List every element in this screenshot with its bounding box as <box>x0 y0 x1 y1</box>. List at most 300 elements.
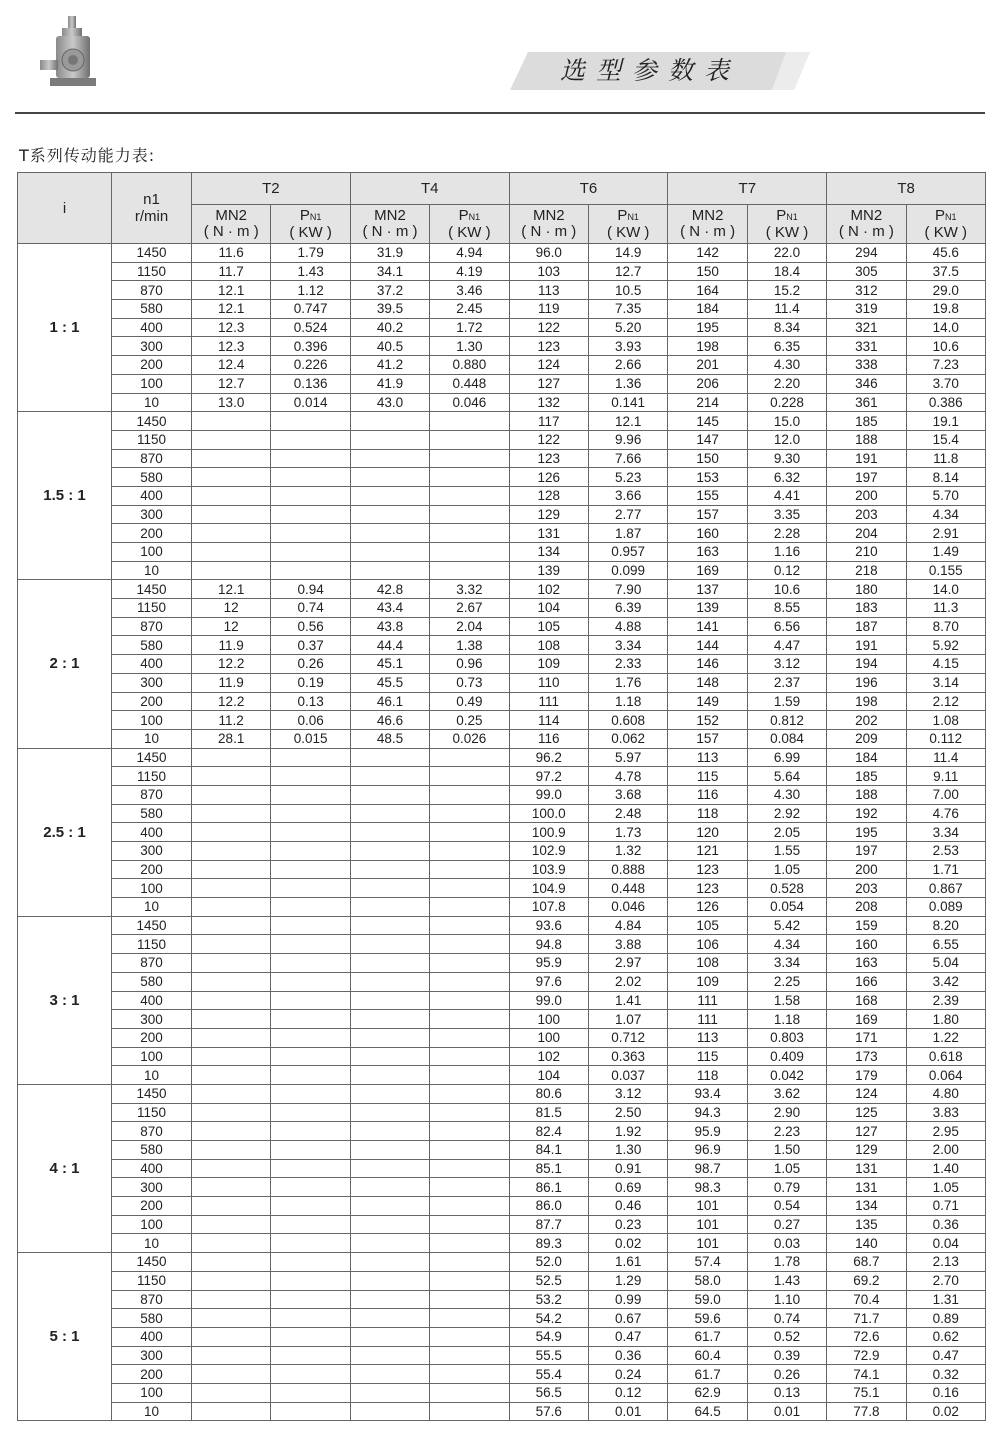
value-cell: 4.41 <box>747 486 826 505</box>
value-cell <box>192 412 271 431</box>
value-cell: 7.35 <box>588 300 667 319</box>
value-cell: 1.72 <box>430 318 509 337</box>
value-cell: 1.87 <box>588 524 667 543</box>
table-row <box>18 318 986 337</box>
speed-cell: 1450 <box>112 748 192 767</box>
value-cell: 131 <box>827 1178 906 1197</box>
value-cell: 5.23 <box>588 468 667 487</box>
value-cell <box>271 1066 350 1085</box>
value-cell: 157 <box>668 505 747 524</box>
value-cell: 169 <box>827 1010 906 1029</box>
value-cell <box>271 823 350 842</box>
value-cell <box>350 1103 429 1122</box>
value-cell: 0.528 <box>747 879 826 898</box>
table-row <box>18 729 986 748</box>
value-cell: 149 <box>668 692 747 711</box>
value-cell <box>350 842 429 861</box>
ratio-cell: 2 : 1 <box>18 580 112 748</box>
speed-cell: 580 <box>112 468 192 487</box>
page-title: 选型参数表 <box>560 56 741 85</box>
value-cell: 0.47 <box>588 1327 667 1346</box>
value-cell: 54.9 <box>509 1327 588 1346</box>
value-cell <box>430 1178 509 1197</box>
value-cell: 160 <box>827 935 906 954</box>
value-cell: 43.4 <box>350 599 429 618</box>
value-cell <box>430 1327 509 1346</box>
value-cell: 1.80 <box>906 1010 985 1029</box>
value-cell: 74.1 <box>827 1365 906 1384</box>
value-cell <box>350 823 429 842</box>
table-row <box>18 617 986 636</box>
value-cell: 131 <box>509 524 588 543</box>
speed-cell: 400 <box>112 318 192 337</box>
speed-cell: 870 <box>112 954 192 973</box>
table-row <box>18 1047 986 1066</box>
value-cell: 0.812 <box>747 711 826 730</box>
value-cell: 0.62 <box>906 1327 985 1346</box>
value-cell: 294 <box>827 244 906 263</box>
value-cell: 106 <box>668 935 747 954</box>
value-cell: 11.7 <box>192 262 271 281</box>
value-cell: 118 <box>668 1066 747 1085</box>
value-cell: 3.12 <box>588 1084 667 1103</box>
value-cell: 12.3 <box>192 318 271 337</box>
value-cell: 86.1 <box>509 1178 588 1197</box>
value-cell <box>430 430 509 449</box>
value-cell: 2.02 <box>588 972 667 991</box>
value-cell: 100 <box>509 1028 588 1047</box>
value-cell <box>271 842 350 861</box>
value-cell: 1.36 <box>588 374 667 393</box>
value-cell: 0.12 <box>747 561 826 580</box>
value-cell: 0.608 <box>588 711 667 730</box>
value-cell <box>192 1028 271 1047</box>
header-power: PN1 ( KW ) <box>588 205 667 244</box>
value-cell: 61.7 <box>668 1365 747 1384</box>
value-cell: 150 <box>668 262 747 281</box>
value-cell <box>192 449 271 468</box>
value-cell <box>350 1402 429 1421</box>
speed-cell: 10 <box>112 898 192 917</box>
value-cell: 1.30 <box>588 1141 667 1160</box>
table-row <box>18 505 986 524</box>
value-cell: 101 <box>668 1197 747 1216</box>
value-cell: 305 <box>827 262 906 281</box>
value-cell: 153 <box>668 468 747 487</box>
value-cell <box>350 468 429 487</box>
speed-cell: 580 <box>112 804 192 823</box>
capacity-table <box>17 172 986 1421</box>
value-cell: 321 <box>827 318 906 337</box>
value-cell <box>271 1141 350 1160</box>
value-cell: 29.0 <box>906 281 985 300</box>
value-cell: 1.10 <box>747 1290 826 1309</box>
value-cell <box>271 972 350 991</box>
table-row <box>18 636 986 655</box>
value-cell: 12.4 <box>192 356 271 375</box>
value-cell: 41.2 <box>350 356 429 375</box>
value-cell: 77.8 <box>827 1402 906 1421</box>
table-row <box>18 655 986 674</box>
value-cell: 201 <box>668 356 747 375</box>
value-cell <box>350 1365 429 1384</box>
value-cell <box>192 430 271 449</box>
value-cell: 4.84 <box>588 916 667 935</box>
value-cell: 103.9 <box>509 860 588 879</box>
header-torque: MN2 ( N · m ) <box>668 205 747 244</box>
speed-cell: 400 <box>112 991 192 1010</box>
speed-cell: 870 <box>112 449 192 468</box>
value-cell: 0.02 <box>588 1234 667 1253</box>
value-cell: 1.92 <box>588 1122 667 1141</box>
value-cell: 43.8 <box>350 617 429 636</box>
value-cell: 56.5 <box>509 1383 588 1402</box>
speed-cell: 200 <box>112 1028 192 1047</box>
value-cell: 0.04 <box>906 1234 985 1253</box>
value-cell: 0.37 <box>271 636 350 655</box>
header-power: PN1 ( KW ) <box>906 205 985 244</box>
value-cell: 142 <box>668 244 747 263</box>
table-row <box>18 430 986 449</box>
value-cell: 0.062 <box>588 729 667 748</box>
value-cell: 7.00 <box>906 785 985 804</box>
value-cell: 197 <box>827 468 906 487</box>
value-cell: 107.8 <box>509 898 588 917</box>
speed-cell: 300 <box>112 842 192 861</box>
value-cell: 198 <box>668 337 747 356</box>
value-cell <box>350 916 429 935</box>
table-row <box>18 1215 986 1234</box>
value-cell: 331 <box>827 337 906 356</box>
table-row <box>18 1066 986 1085</box>
header-power: PN1 ( KW ) <box>271 205 350 244</box>
value-cell: 171 <box>827 1028 906 1047</box>
value-cell: 127 <box>827 1122 906 1141</box>
value-cell: 54.2 <box>509 1309 588 1328</box>
table-row <box>18 1010 986 1029</box>
value-cell: 57.4 <box>668 1253 747 1272</box>
value-cell <box>430 1066 509 1085</box>
value-cell: 1.41 <box>588 991 667 1010</box>
speed-cell: 200 <box>112 524 192 543</box>
table-row <box>18 356 986 375</box>
value-cell: 4.19 <box>430 262 509 281</box>
value-cell <box>271 991 350 1010</box>
value-cell: 129 <box>509 505 588 524</box>
value-cell: 192 <box>827 804 906 823</box>
speed-cell: 200 <box>112 860 192 879</box>
table-row <box>18 1346 986 1365</box>
value-cell: 214 <box>668 393 747 412</box>
ratio-cell: 1.5 : 1 <box>18 412 112 580</box>
value-cell: 0.74 <box>271 599 350 618</box>
value-cell: 0.046 <box>588 898 667 917</box>
value-cell: 183 <box>827 599 906 618</box>
value-cell <box>350 1066 429 1085</box>
value-cell: 43.0 <box>350 393 429 412</box>
value-cell <box>430 1383 509 1402</box>
value-cell: 129 <box>827 1141 906 1160</box>
value-cell: 9.96 <box>588 430 667 449</box>
speed-cell: 100 <box>112 543 192 562</box>
value-cell: 159 <box>827 916 906 935</box>
value-cell <box>430 860 509 879</box>
table-row <box>18 561 986 580</box>
value-cell: 139 <box>509 561 588 580</box>
value-cell: 113 <box>509 281 588 300</box>
value-cell: 94.3 <box>668 1103 747 1122</box>
table-row <box>18 281 986 300</box>
table-row <box>18 1290 986 1309</box>
value-cell <box>192 1066 271 1085</box>
value-cell: 0.448 <box>430 374 509 393</box>
value-cell: 0.73 <box>430 673 509 692</box>
value-cell: 0.046 <box>430 393 509 412</box>
value-cell: 22.0 <box>747 244 826 263</box>
value-cell: 188 <box>827 785 906 804</box>
value-cell <box>271 1215 350 1234</box>
value-cell: 125 <box>827 1103 906 1122</box>
value-cell: 2.33 <box>588 655 667 674</box>
value-cell: 59.0 <box>668 1290 747 1309</box>
value-cell <box>192 1047 271 1066</box>
value-cell <box>430 1141 509 1160</box>
value-cell: 0.037 <box>588 1066 667 1085</box>
table-row <box>18 879 986 898</box>
ratio-cell: 3 : 1 <box>18 916 112 1084</box>
header-model: T6 <box>509 173 668 205</box>
value-cell: 4.94 <box>430 244 509 263</box>
speed-cell: 200 <box>112 692 192 711</box>
value-cell: 4.15 <box>906 655 985 674</box>
value-cell: 109 <box>668 972 747 991</box>
value-cell: 12.1 <box>192 580 271 599</box>
value-cell <box>192 1402 271 1421</box>
value-cell <box>192 879 271 898</box>
value-cell: 0.803 <box>747 1028 826 1047</box>
value-cell: 57.6 <box>509 1402 588 1421</box>
value-cell: 1.78 <box>747 1253 826 1272</box>
value-cell <box>192 1365 271 1384</box>
value-cell <box>271 1010 350 1029</box>
value-cell <box>271 486 350 505</box>
value-cell <box>350 1197 429 1216</box>
value-cell: 11.3 <box>906 599 985 618</box>
value-cell <box>430 823 509 842</box>
value-cell: 1.40 <box>906 1159 985 1178</box>
speed-cell: 1450 <box>112 916 192 935</box>
table-row <box>18 692 986 711</box>
value-cell: 1.30 <box>430 337 509 356</box>
table-row <box>18 1159 986 1178</box>
table-row <box>18 1402 986 1421</box>
value-cell: 203 <box>827 505 906 524</box>
table-row <box>18 673 986 692</box>
value-cell: 152 <box>668 711 747 730</box>
speed-cell: 10 <box>112 1066 192 1085</box>
value-cell: 0.69 <box>588 1178 667 1197</box>
value-cell <box>430 412 509 431</box>
value-cell: 218 <box>827 561 906 580</box>
value-cell <box>430 449 509 468</box>
value-cell: 191 <box>827 636 906 655</box>
value-cell <box>192 1084 271 1103</box>
value-cell <box>192 898 271 917</box>
value-cell <box>430 916 509 935</box>
value-cell <box>430 468 509 487</box>
value-cell: 0.141 <box>588 393 667 412</box>
value-cell: 53.2 <box>509 1290 588 1309</box>
value-cell: 102 <box>509 1047 588 1066</box>
value-cell <box>271 524 350 543</box>
value-cell: 7.23 <box>906 356 985 375</box>
speed-cell: 1150 <box>112 262 192 281</box>
value-cell <box>192 1309 271 1328</box>
value-cell: 14.9 <box>588 244 667 263</box>
value-cell: 95.9 <box>509 954 588 973</box>
value-cell <box>192 1346 271 1365</box>
value-cell: 7.66 <box>588 449 667 468</box>
speed-cell: 1150 <box>112 430 192 449</box>
value-cell: 202 <box>827 711 906 730</box>
value-cell <box>192 954 271 973</box>
value-cell: 60.4 <box>668 1346 747 1365</box>
value-cell: 0.89 <box>906 1309 985 1328</box>
value-cell: 123 <box>509 449 588 468</box>
value-cell <box>271 1047 350 1066</box>
value-cell: 2.04 <box>430 617 509 636</box>
value-cell: 8.20 <box>906 916 985 935</box>
value-cell: 0.054 <box>747 898 826 917</box>
value-cell: 0.13 <box>747 1383 826 1402</box>
header-power: PN1 ( KW ) <box>430 205 509 244</box>
value-cell: 34.1 <box>350 262 429 281</box>
value-cell: 11.2 <box>192 711 271 730</box>
value-cell: 122 <box>509 430 588 449</box>
value-cell <box>271 1234 350 1253</box>
value-cell <box>192 561 271 580</box>
value-cell <box>271 1197 350 1216</box>
value-cell: 197 <box>827 842 906 861</box>
value-cell <box>350 543 429 562</box>
table-row <box>18 1084 986 1103</box>
value-cell: 40.5 <box>350 337 429 356</box>
value-cell <box>192 767 271 786</box>
ratio-cell: 4 : 1 <box>18 1084 112 1252</box>
value-cell <box>430 1084 509 1103</box>
value-cell <box>430 1271 509 1290</box>
value-cell: 12.1 <box>192 281 271 300</box>
speed-cell: 1450 <box>112 1084 192 1103</box>
value-cell: 3.14 <box>906 673 985 692</box>
value-cell <box>271 1383 350 1402</box>
value-cell <box>271 935 350 954</box>
value-cell: 93.6 <box>509 916 588 935</box>
value-cell <box>192 1253 271 1272</box>
table-row <box>18 300 986 319</box>
value-cell: 4.80 <box>906 1084 985 1103</box>
value-cell: 164 <box>668 281 747 300</box>
value-cell: 194 <box>827 655 906 674</box>
value-cell: 2.91 <box>906 524 985 543</box>
value-cell: 135 <box>827 1215 906 1234</box>
value-cell <box>271 1402 350 1421</box>
value-cell: 4.76 <box>906 804 985 823</box>
value-cell: 1.38 <box>430 636 509 655</box>
value-cell: 123 <box>668 860 747 879</box>
value-cell: 210 <box>827 543 906 562</box>
value-cell <box>430 1365 509 1384</box>
value-cell: 15.0 <box>747 412 826 431</box>
value-cell: 113 <box>668 1028 747 1047</box>
value-cell: 160 <box>668 524 747 543</box>
value-cell <box>271 1028 350 1047</box>
value-cell: 13.0 <box>192 393 271 412</box>
value-cell: 52.5 <box>509 1271 588 1290</box>
value-cell: 1.59 <box>747 692 826 711</box>
value-cell <box>350 935 429 954</box>
value-cell <box>350 898 429 917</box>
value-cell: 2.13 <box>906 1253 985 1272</box>
value-cell: 11.4 <box>747 300 826 319</box>
value-cell: 46.1 <box>350 692 429 711</box>
value-cell: 0.32 <box>906 1365 985 1384</box>
value-cell: 127 <box>509 374 588 393</box>
value-cell <box>271 1365 350 1384</box>
ratio-cell: 2.5 : 1 <box>18 748 112 916</box>
value-cell <box>430 1402 509 1421</box>
value-cell <box>430 1197 509 1216</box>
value-cell <box>271 748 350 767</box>
value-cell: 2.25 <box>747 972 826 991</box>
value-cell: 3.70 <box>906 374 985 393</box>
value-cell <box>430 486 509 505</box>
value-cell: 126 <box>668 898 747 917</box>
value-cell <box>350 524 429 543</box>
value-cell <box>430 1028 509 1047</box>
value-cell: 119 <box>509 300 588 319</box>
value-cell: 111 <box>509 692 588 711</box>
value-cell <box>192 1010 271 1029</box>
value-cell: 12.7 <box>192 374 271 393</box>
value-cell: 145 <box>668 412 747 431</box>
value-cell: 3.68 <box>588 785 667 804</box>
value-cell <box>430 767 509 786</box>
value-cell: 2.53 <box>906 842 985 861</box>
value-cell: 97.2 <box>509 767 588 786</box>
value-cell: 12.2 <box>192 655 271 674</box>
value-cell <box>271 954 350 973</box>
table-row <box>18 374 986 393</box>
value-cell: 131 <box>827 1159 906 1178</box>
value-cell: 0.79 <box>747 1178 826 1197</box>
value-cell: 0.084 <box>747 729 826 748</box>
table-row <box>18 767 986 786</box>
value-cell: 111 <box>668 1010 747 1029</box>
header-torque: MN2 ( N · m ) <box>350 205 429 244</box>
header-divider <box>15 112 985 114</box>
value-cell: 72.9 <box>827 1346 906 1365</box>
value-cell: 1.18 <box>588 692 667 711</box>
value-cell <box>192 860 271 879</box>
value-cell <box>430 972 509 991</box>
value-cell: 111 <box>668 991 747 1010</box>
value-cell: 185 <box>827 767 906 786</box>
value-cell: 1.55 <box>747 842 826 861</box>
value-cell <box>271 468 350 487</box>
value-cell <box>350 1290 429 1309</box>
value-cell: 146 <box>668 655 747 674</box>
